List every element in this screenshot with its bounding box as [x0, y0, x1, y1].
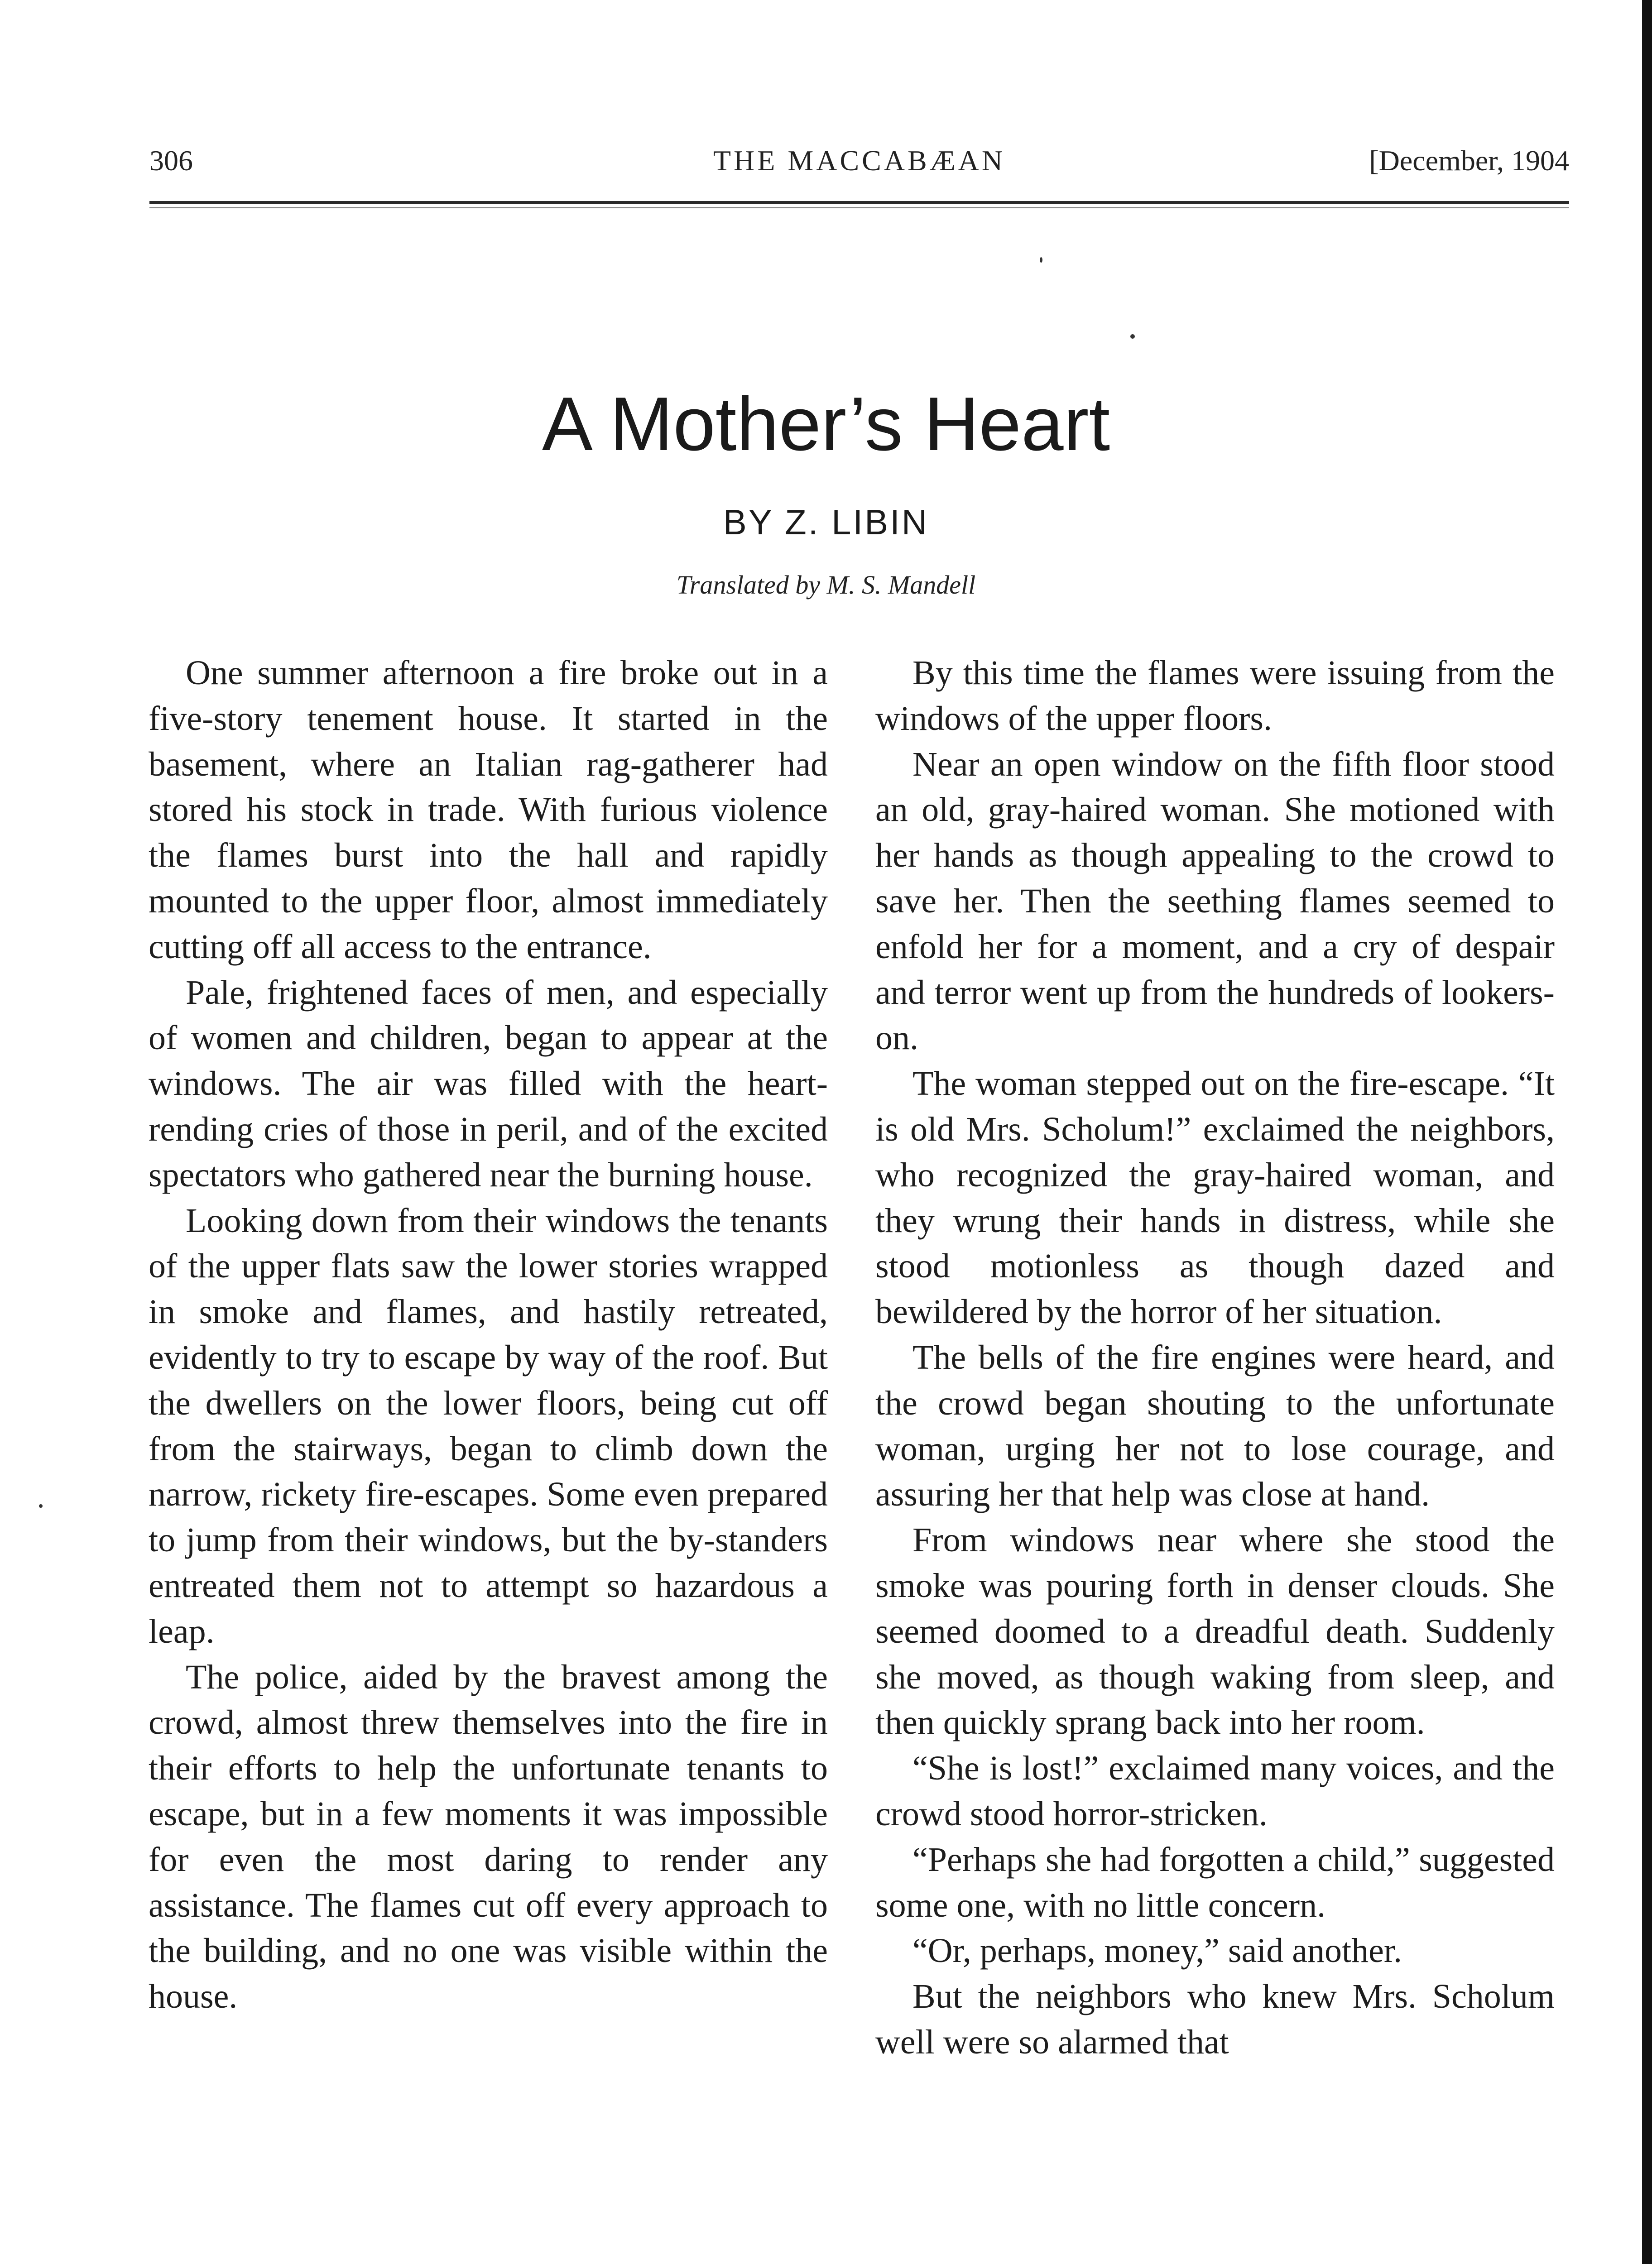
scan-speck [1040, 257, 1042, 263]
article-title: A Mother’s Heart [542, 381, 1110, 466]
paragraph: “Perhaps she had forgotten a child,” suggested some one, with no little concern. [875, 1840, 1555, 1924]
paragraph: One summer afternoon a fire broke out in a five-story tenement house. It started in the basement, where an Italian rag-gatherer had stored his stock in trade. With furious violence the flames burst into the hall and rapidly mounted to the upper floor, almost immediately cutting off all access to the entrance. [149, 654, 828, 966]
paragraph: But the neighbors who knew Mrs. Scholum well were so alarmed that [875, 1977, 1555, 2061]
paragraph: Near an open window on the fifth floor stood an old, gray-haired woman. She motioned with her hands as though appealing to the crowd to save her. Then the seething flames seemed to enfold her for a moment, and a cry of despair and terror went up from the hundreds of lookers-on. [875, 745, 1555, 1057]
paragraph: The police, aided by the bravest among the crowd, almost threw themselves into the fire in their efforts to help the unfortunate tenants to escape, but in a few moments it was impossible for even the most daring to render any assistance. The flames cut off every approach to the building, and no one was visible within the house. [149, 1658, 828, 2016]
page-number: 306 [149, 144, 193, 177]
paragraph: “Or, perhaps, money,” said another. [912, 1932, 1402, 1970]
right-column [875, 650, 1555, 2065]
header-rule-thin [149, 207, 1569, 208]
scan-speck [39, 1504, 43, 1508]
paragraph: Looking down from their windows the tenants of the upper flats saw the lower stories wrapped in smoke and flames, and hastily retreated, evidently to try to escape by way of the roof. But the dwellers on the lower floors, being cut off from the stairways, began to climb down the narrow, rickety fire-escapes. Some even prepared to jump from their windows, but the by-standers entreated them not to attempt so hazardous a leap. [149, 1201, 828, 1650]
paragraph: From windows near where she stood the smoke was pouring forth in denser clouds. She seemed doomed to a dreadful death. Suddenly she moved, as though waking from sleep, and then quickly sprang back into her room. [875, 1521, 1555, 1742]
paragraph: “She is lost!” exclaimed many voices, and the crowd stood horror-stricken. [875, 1749, 1555, 1833]
journal-title: THE MACCABÆAN [713, 144, 1006, 177]
issue-date: [December, 1904 [1369, 144, 1569, 177]
translator-credit: Translated by M. S. Mandell [676, 570, 976, 600]
running-header [149, 144, 1569, 180]
paragraph: The woman stepped out on the fire-escape. “It is old Mrs. Scholum!” exclaimed the neighbors, who recognized the gray-haired woman, and they wrung their hands in distress, while she stood motionless as though dazed and bewildered by the horror of her situation. [875, 1065, 1555, 1331]
left-column [149, 650, 828, 2019]
paragraph: By this time the flames were issuing from the windows of the upper floors. [875, 654, 1555, 738]
author-byline: BY Z. LIBIN [723, 502, 929, 542]
scan-edge [1642, 0, 1652, 2264]
paragraph: The bells of the fire engines were heard, and the crowd began shouting to the unfortunate woman, urging her not to lose courage, and assuring her that help was close at hand. [875, 1338, 1555, 1514]
scan-speck [1130, 334, 1135, 339]
header-rule [149, 201, 1569, 204]
paragraph: Pale, frightened faces of men, and especially of women and children, began to appear at the windows. The air was filled with the heart-rending cries of those in peril, and of the excited spectators who gathered near the burning house. [149, 973, 828, 1194]
